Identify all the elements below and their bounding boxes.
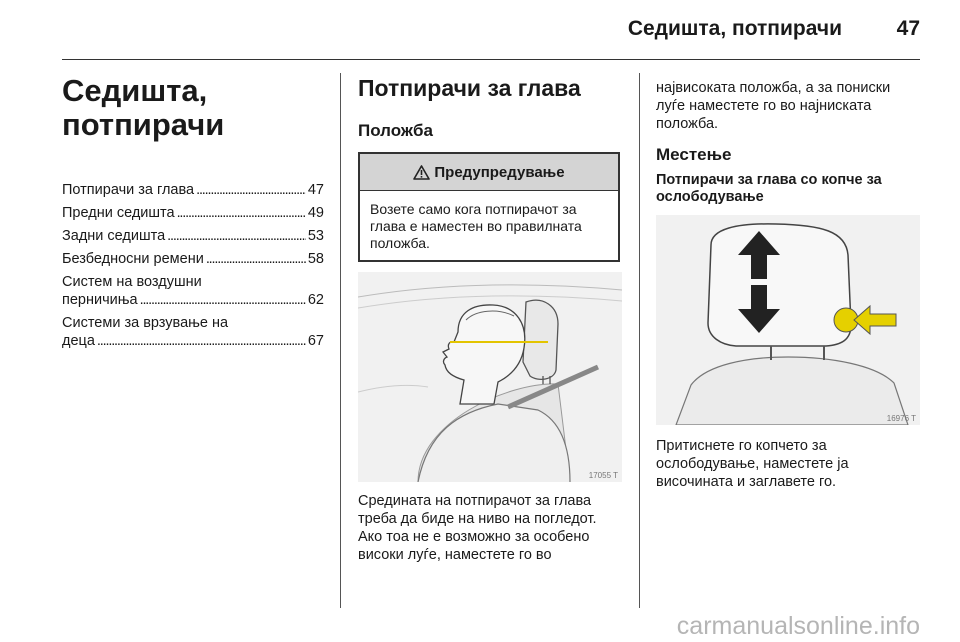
toc-entry-text: перничиња [62,292,138,308]
adjustment-heading: Местење [656,145,732,164]
chapter-title [62,74,224,142]
toc-entry-text-line-1: Систем на воздушни [62,274,202,290]
toc-entry-page: 49 [307,205,324,221]
section-title: Потпирачи за глава [358,75,581,101]
page-number: 47 [896,17,920,40]
toc-entry-child-restraints[interactable] [62,314,324,350]
headrest-release-illustration [656,215,920,425]
chapter-title-line-1: Седишта, [62,73,208,108]
toc-entry-text: Потпирачи за глава [62,182,195,198]
figure-number: 16976 T [886,414,916,423]
subsection-title: Положба [358,121,433,140]
headrest-position-illustration [358,272,622,482]
release-button-subheading: Потпирачи за глава со копче за ослободување [656,172,882,205]
watermark: carmanualsonline.info [676,612,920,640]
toc-entry-front-seats[interactable] [62,204,324,222]
release-paragraph: Притиснете го копчето за ослободување, наместете ја височината и заглавете го. [656,438,849,490]
column-divider-left [340,73,341,608]
toc-entry-airbags[interactable] [62,273,324,309]
toc-entry-page: 67 [307,333,324,349]
warning-triangle-icon [413,165,430,180]
toc-entry-text: деца [62,333,95,349]
chapter-title-line-2: потпирачи [62,107,225,142]
position-paragraph: Средината на потпирачот за глава треба да биде на ниво на погледот. Ако тоа не е возможно за особено високи луѓе, наместете го во [358,493,597,563]
page-header-title: Седишта, потпирачи [627,17,842,40]
toc-entry-rear-seats[interactable] [62,227,324,245]
toc-entry-page: 53 [307,228,324,244]
header-divider [62,59,920,60]
continuation-paragraph: највисоката положба, а за пониски луѓе наместете го во најниската положба. [656,80,891,132]
figure-number: 17055 T [588,471,618,480]
toc-entry-text-line-1: Системи за врзување на [62,315,229,331]
toc-entry-text: Безбедносни ремени [62,251,204,267]
column-divider-right [639,73,640,608]
toc-entry-page: 62 [307,292,324,308]
toc-entry-text: Задни седишта [62,228,166,244]
toc-entry-headrests[interactable] [62,181,324,199]
warning-text: Возете само кога потпирачот за глава е наместен во правилната положба. [370,201,582,251]
warning-header [360,154,618,191]
toc-entry-page: 58 [307,251,324,267]
toc-entry-text: Предни седишта [62,205,175,221]
toc-entry-seat-belts[interactable] [62,250,324,268]
warning-title: Предупредување [434,163,565,181]
table-of-contents [62,181,324,355]
toc-entry-page: 47 [307,182,324,198]
warning-box [358,152,620,262]
